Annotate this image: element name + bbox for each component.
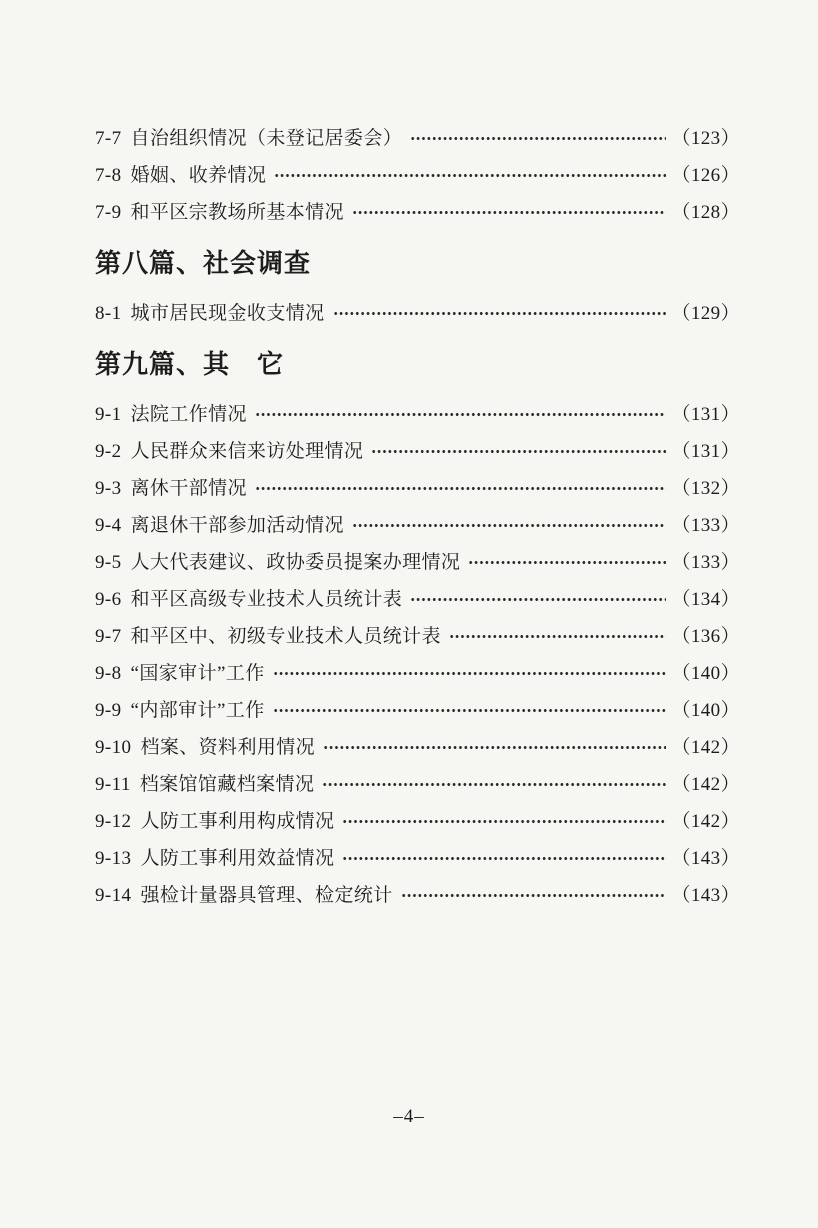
entry-title: 婚姻、收养情况 [130,165,267,186]
entry-number: 7-9 [95,202,122,223]
entry-number: 9-4 [95,515,122,536]
entry-number: 9-14 [95,885,132,906]
entry-page-number: （142） [671,737,740,758]
entry-title: 法院工作情况 [130,404,247,425]
entry-label [95,298,325,325]
entry-title: “内部审计”工作 [130,700,265,721]
entry-title: 档案馆馆藏档案情况 [139,774,315,795]
toc-entry[interactable] [95,394,740,431]
entry-label [95,510,344,537]
entry-title: 人民群众来信来访处理情况 [130,441,364,462]
toc-entry[interactable] [95,192,740,229]
entry-page-number: （132） [671,478,740,499]
entry-page-number: （123） [671,128,740,149]
entry-page-number: （140） [671,700,740,721]
toc-entry[interactable] [95,616,740,653]
entry-page-number: （129） [671,303,740,324]
entry-title: 强检计量器具管理、检定统计 [140,885,393,906]
dot-leader [342,855,666,862]
entry-label [95,436,363,463]
entry-label [95,880,393,907]
entry-page-number: （126） [671,165,740,186]
dot-leader [255,485,667,492]
entry-page-number: （133） [671,515,740,536]
toc-section [95,346,740,912]
entry-title: 人防工事利用效益情况 [140,848,335,869]
entry-number: 9-3 [95,478,122,499]
entry-title: 人大代表建议、政协委员提案办理情况 [130,552,461,573]
entry-page-number: （142） [671,811,740,832]
entry-page-number: （134） [671,589,740,610]
dot-leader [322,781,666,788]
entry-number: 7-7 [95,128,122,149]
entry-label [95,732,315,759]
entry-page-number: （131） [671,404,740,425]
dot-leader [352,209,667,216]
entry-label [95,399,247,426]
toc-entry[interactable] [95,764,740,801]
entry-page-number: （128） [671,202,740,223]
toc-entry[interactable] [95,690,740,727]
entry-label [95,695,265,722]
toc-section [95,118,740,229]
entry-number: 9-2 [95,441,122,462]
dot-leader [342,818,666,825]
toc-entry[interactable] [95,838,740,875]
toc-entry[interactable] [95,468,740,505]
entry-label [95,806,334,833]
entry-number: 9-1 [95,404,122,425]
table-of-contents [95,118,740,912]
entry-number: 9-9 [95,700,122,721]
entry-number: 9-10 [95,737,132,758]
dot-leader [273,670,667,677]
dot-leader [468,559,666,566]
entry-page-number: （143） [671,885,740,906]
dot-leader [273,707,667,714]
entry-label [95,658,265,685]
dot-leader [371,448,666,455]
entry-title: 和平区宗教场所基本情况 [130,202,344,223]
entry-label [95,123,402,150]
dot-leader [333,310,667,317]
section-items [95,394,740,912]
toc-entry[interactable] [95,653,740,690]
entry-number: 9-6 [95,589,122,610]
toc-entry[interactable] [95,542,740,579]
entry-number: 9-5 [95,552,122,573]
toc-entry[interactable] [95,727,740,764]
dot-leader [401,892,667,899]
section-items [95,118,740,229]
entry-page-number: （133） [671,552,740,573]
entry-title: “国家审计”工作 [130,663,265,684]
entry-label [95,197,344,224]
entry-label [95,584,402,611]
dot-leader [255,411,667,418]
entry-title: 和平区中、初级专业技术人员统计表 [130,626,441,647]
toc-entry[interactable] [95,118,740,155]
entry-label [95,473,247,500]
entry-page-number: （140） [671,663,740,684]
entry-page-number: （143） [671,848,740,869]
dot-leader [323,744,666,751]
toc-entry[interactable] [95,293,740,330]
entry-title: 离休干部情况 [130,478,247,499]
entry-number: 9-12 [95,811,132,832]
entry-page-number: （142） [671,774,740,795]
entry-label [95,621,441,648]
entry-label [95,547,460,574]
toc-section [95,245,740,330]
entry-number: 9-7 [95,626,122,647]
entry-label [95,769,314,796]
entry-number: 9-13 [95,848,132,869]
entry-label [95,160,266,187]
entry-title: 档案、资料利用情况 [140,737,316,758]
entry-label [95,843,334,870]
section-heading: 第九篇、其 它 [95,349,285,379]
section-heading: 第八篇、社会调查 [95,248,312,278]
dot-leader [274,172,666,179]
page-number: –4– [393,1106,425,1127]
entry-number: 7-8 [95,165,122,186]
entry-title: 人防工事利用构成情况 [140,811,335,832]
entry-number: 8-1 [95,303,122,324]
entry-number: 9-11 [95,774,131,795]
section-items [95,293,740,330]
toc-entry[interactable] [95,505,740,542]
entry-title: 离退休干部参加活动情况 [130,515,344,536]
toc-entry[interactable] [95,579,740,616]
dot-leader [410,135,666,142]
entry-title: 和平区高级专业技术人员统计表 [130,589,403,610]
toc-entry[interactable] [95,431,740,468]
dot-leader [449,633,667,640]
toc-entry[interactable] [95,801,740,838]
entry-title: 自治组织情况（未登记居委会） [130,128,403,149]
entry-page-number: （131） [671,441,740,462]
toc-entry[interactable] [95,155,740,192]
page-footer [0,1106,818,1128]
dot-leader [352,522,667,529]
entry-number: 9-8 [95,663,122,684]
entry-page-number: （136） [671,626,740,647]
toc-entry[interactable] [95,875,740,912]
dot-leader [410,596,666,603]
entry-title: 城市居民现金收支情况 [130,303,325,324]
